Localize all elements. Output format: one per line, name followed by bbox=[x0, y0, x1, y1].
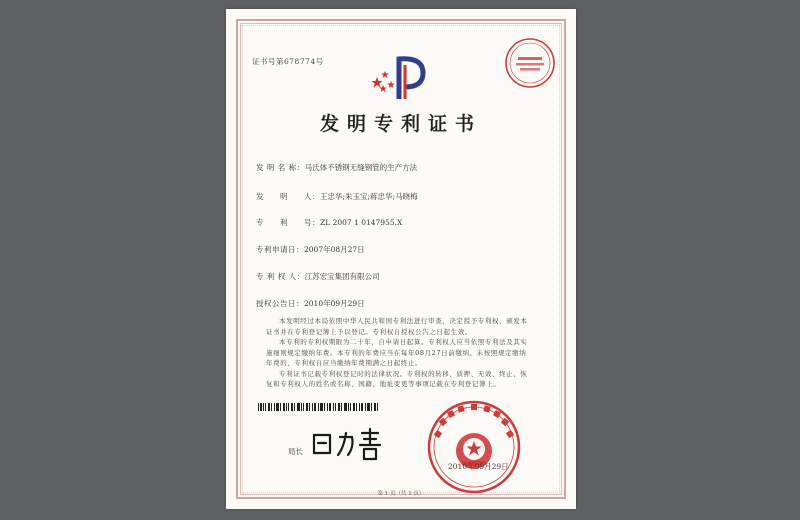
field-patentee bbox=[256, 271, 380, 282]
field-value: 2010年09月29日 bbox=[304, 299, 365, 308]
field-value: 2007年08月27日 bbox=[304, 245, 365, 254]
body-paragraph: 专利证书记载专利权登记时的法律状况。专利权的转移、质押、无效、终止、恢复和专利权人的姓名或名称、国籍、地址变更等事项记载在专利登记簿上。 bbox=[266, 369, 528, 388]
field-grant-date bbox=[256, 298, 365, 309]
field-invention-name bbox=[256, 162, 417, 173]
field-application-date bbox=[256, 244, 365, 255]
field-label: 授权公告日： bbox=[256, 299, 304, 308]
field-patent-number bbox=[256, 217, 402, 228]
field-value: 马氏体不锈钢无缝钢管的生产方法 bbox=[304, 163, 418, 172]
body-paragraph: 本专利的专利权期限为二十年，自申请日起算。专利权人应当依照专利法及其实施细则规定缴纳年费。本专利的年费应当在每年08月27日前缴纳。未按照规定缴纳年费的，专利权自应当缴纳年费期满之日起终止。 bbox=[266, 338, 528, 367]
barcode-icon bbox=[258, 403, 378, 411]
patent-stamp-icon bbox=[504, 37, 556, 89]
certificate-number: 证书号第678774号 bbox=[252, 57, 324, 66]
field-label: 发 明 名 称： bbox=[256, 163, 305, 172]
director-label: 局长 bbox=[288, 447, 303, 456]
field-value: 王忠华;朱玉宝;蒋忠华;马晓梅 bbox=[320, 192, 418, 201]
field-label: 专 利 号： bbox=[256, 218, 320, 227]
body-paragraph: 本发明经过本局依照中华人民共和国专利法进行审查，决定授予专利权，颁发本证书并在专利登记簿上予以登记。专利权自授权公告之日起生效。 bbox=[266, 317, 528, 336]
signature-icon bbox=[308, 423, 388, 463]
field-label: 专 利 权 人： bbox=[256, 272, 305, 281]
field-inventors bbox=[256, 191, 418, 202]
certificate-body-text bbox=[266, 316, 531, 390]
page-footer: 第 1 页（共 1 页） bbox=[377, 491, 425, 497]
field-label: 专利申请日： bbox=[256, 245, 304, 254]
certificate-title: 发明专利证书 bbox=[319, 113, 482, 135]
patent-office-logo-icon bbox=[371, 55, 431, 103]
field-label: 发 明 人： bbox=[256, 192, 320, 201]
certificate-paper bbox=[226, 9, 576, 509]
field-value: ZL 2007 1 0147955.X bbox=[320, 218, 403, 227]
national-seal-icon bbox=[426, 399, 522, 495]
seal-date: 2010年09月29日 bbox=[448, 462, 509, 471]
field-value: 江苏宏宝集团有限公司 bbox=[304, 272, 380, 281]
